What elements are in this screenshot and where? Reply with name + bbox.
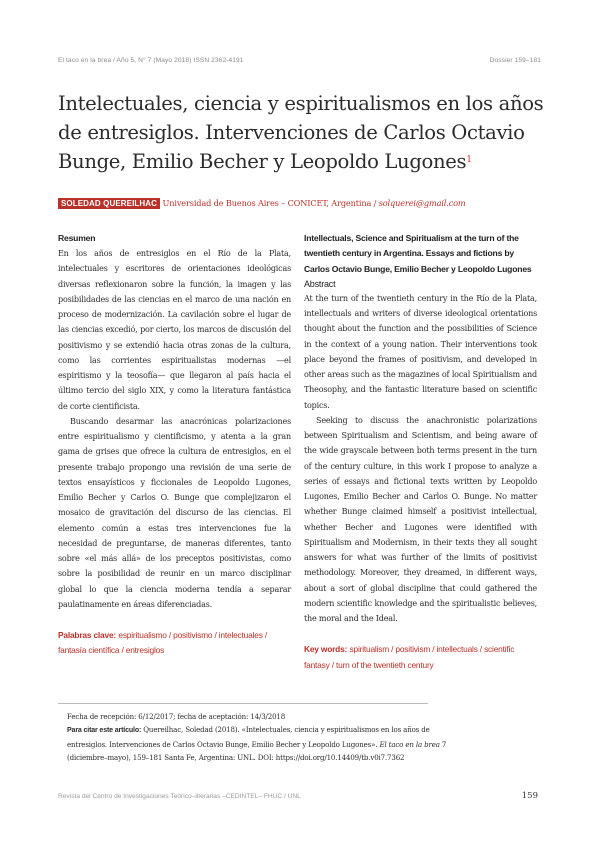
- author-affiliation: Universidad de Buenos Aires – CONICET, Argentina /: [162, 198, 377, 208]
- resumen-column: [58, 231, 291, 659]
- resumen-paragraph-2: Buscando desarmar las anacrónicas polarizaciones entre espiritualismo y cientificismo, y atenta a la gran gama de grises que ofrece la cultura de entresiglos, en el presente trabajo propongo una revisión de una serie de textos ensayísticos y ficcionales de Leopoldo Lugones, Emilio Becher y Carlos O. Bunge que complejizaron el mosaico de gravitación del discurso de las ciencias. El elemento común a estas tres intervenciones fue la necesidad de preguntarse, de maneras diferentes, tanto sobre «el más allá» de los preceptos positivistas, como sobre la posibilidad de reunir en un marco disciplinar global lo que la ciencia moderna tendía a separar paulatinamente en áreas diferenciadas.: [58, 416, 291, 609]
- article-title: [58, 89, 568, 177]
- palabras-clave-list: espiritualismo / positivismo / intelectuales / fantasía científica / entresiglos: [58, 630, 267, 656]
- title-footnote-mark[interactable]: 1: [466, 155, 472, 166]
- english-title: Intellectuals, Science and Spiritualism at the turn of the twentieth century in Argentina. Essays and fictions by Carlos Octavio Bunge, Emilio Becher y Leopoldo Lugones: [304, 233, 532, 274]
- resumen-paragraph-1: En los años de entresiglos en el Río de la Plata, intelectuales y escritores de orientaciones ideológicas diversas reflexionaron sobre la función, la imagen y las posibilidades de las ciencias en el marco de una nación en proceso de modernización. La cavilación sobre el lugar de las ciencias excedió, por cierto, los marcos de discusión del positivismo y se extendió hacia otras zonas de la cultura, como las corrientes espiritualistas modernas —el espiritismo y la teosofía— que llegaron al país hacia el último tercio del siglo XIX, y como la literatura fantástica de corte cientificista.: [58, 249, 291, 411]
- footnote-divider: [58, 703, 428, 704]
- abstract-paragraph-1: At the turn of the twentieth century in the Río de la Plata, intellectuals and writers of diverse ideological orientations thought about the function and the possibilities of Science in the context of a young nation. Their interventions took place beyond the frames of positivism, and developed in other areas such as the magazines of local Spiritualism and Theosophy, and the fantastic literature based on scientific topics.: [304, 293, 537, 410]
- citation-text: Quereilhac, Soledad (2018). «Intelectuales, ciencia y espiritualismos en los años de entresiglos. Intervenciones de Carlos Octavio Bunge, Emilio Becher y Leopoldo Lugones».: [67, 725, 430, 749]
- section-pages: Dossier 159–181: [489, 57, 541, 64]
- reception-dates: Fecha de recepción: 6/12/2017; fecha de aceptación: 14/3/2018: [67, 712, 286, 721]
- citation-doi[interactable]: 7 (diciembre–mayo), 159–181 Santa Fe, Argentina: UNL. DOI: https://doi.org/10.14409/tb.v0i7.7362: [67, 739, 447, 763]
- abstract-heading: Abstract: [304, 278, 336, 289]
- abstract-paragraph-2: Seeking to discuss the anachronistic polarizations between Spiritualism and Scientism, and being aware of the wide grayscale between both terms present in the turn of the century culture, in this work I propose to analyze a series of essays and fictional texts written by Leopoldo Lugones, Emilio Becher and Carlos O. Bunge. No matter whether Bunge claimed himself a positivist intellectual, whether Becher and Lugones were identified with Spiritualism and Modernism, in their texts they all sought answers for what was further of the limits of positivist methodology. Moreover, they dreamed, in different ways, about a sort of global discipline that could gathered the modern scientific knowledge and the spiritualistic believes, the moral and the Ideal.: [304, 415, 537, 624]
- running-header: El taco en la brea / Año 5, N° 7 (Mayo 2018) ISSN 2362-4191: [58, 57, 244, 64]
- citation-journal: El taco en la brea: [379, 739, 440, 749]
- footnotes: [67, 710, 467, 765]
- author-name: SOLEDAD QUEREILHAC: [58, 198, 160, 209]
- key-words: [304, 642, 537, 673]
- resumen-heading: Resumen: [58, 233, 96, 243]
- journal-footer: Revista del Centro de Investigaciones Teórico–literarias –CEDINTEL– FHUC / UNL: [58, 793, 301, 800]
- citation: [67, 723, 467, 764]
- author-email[interactable]: solquerei@gmail.com: [378, 198, 466, 208]
- palabras-clave-label: Palabras clave:: [58, 630, 116, 640]
- key-words-list: spiritualism / positivism / intellectuals / scientific fantasy / turn of the twentieth century: [304, 644, 515, 670]
- abstract-column: [304, 231, 537, 673]
- title-text: Intelectuales, ciencia y espiritualismos en los años de entresiglos. Intervenciones de Carlos Octavio Bunge, Emilio Becher y Leopoldo Lugones: [58, 92, 544, 174]
- key-words-label: Key words:: [304, 644, 348, 655]
- palabras-clave: [58, 628, 291, 659]
- citation-label: Para citar este artículo:: [67, 727, 142, 735]
- author-line: [58, 198, 466, 208]
- page-number: 159: [521, 791, 538, 801]
